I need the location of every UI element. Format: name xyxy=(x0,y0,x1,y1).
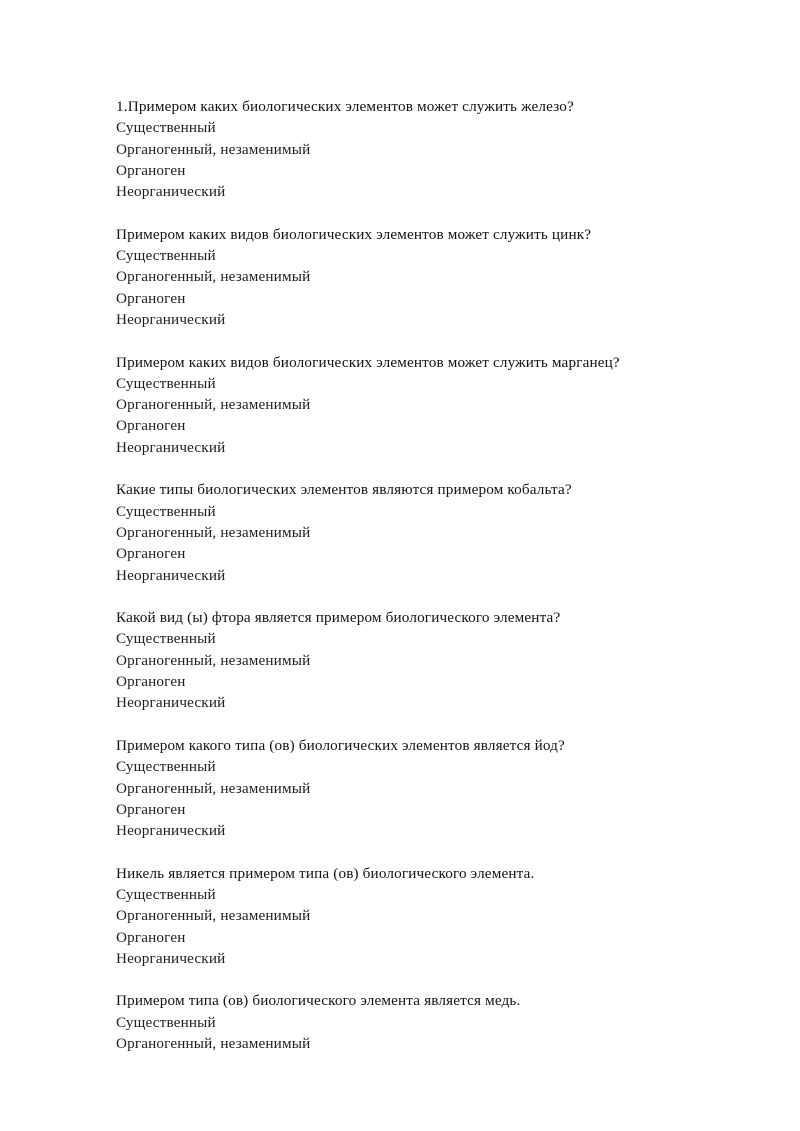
answer-option[interactable]: Существенный xyxy=(116,247,216,265)
answer-option[interactable]: Органоген xyxy=(116,928,186,946)
question-text: Какие типы биологических элементов являются примером кобальта? xyxy=(116,481,572,499)
question-text: Никель является примером типа (ов) биологического элемента. xyxy=(116,864,535,882)
answer-option[interactable]: Неорганический xyxy=(116,310,226,328)
answer-option[interactable]: Органогенный, незаменимый xyxy=(116,140,311,158)
answer-option[interactable]: Органоген xyxy=(116,545,186,563)
question-block xyxy=(116,479,680,585)
answer-option[interactable]: Органоген xyxy=(116,289,186,307)
answer-option[interactable]: Существенный xyxy=(116,374,216,392)
question-block xyxy=(116,352,680,458)
question-text: Примером каких видов биологических элементов может служить цинк? xyxy=(116,225,592,243)
answer-option[interactable]: Органоген xyxy=(116,417,186,435)
answer-option[interactable]: Органогенный, незаменимый xyxy=(116,651,311,669)
answer-option[interactable]: Неорганический xyxy=(116,183,226,201)
question-block xyxy=(116,96,680,202)
answer-option[interactable]: Органоген xyxy=(116,161,186,179)
question-block xyxy=(116,735,680,841)
answer-option[interactable]: Органоген xyxy=(116,800,186,818)
answer-option[interactable]: Существенный xyxy=(116,885,216,903)
question-block xyxy=(116,607,680,713)
question-text: Примером какого типа (ов) биологических элементов является йод? xyxy=(116,736,565,754)
answer-option[interactable]: Органогенный, незаменимый xyxy=(116,396,311,414)
answer-option[interactable]: Неорганический xyxy=(116,438,226,456)
answer-option[interactable]: Органоген xyxy=(116,673,186,691)
answer-option[interactable]: Существенный xyxy=(116,502,216,520)
question-block xyxy=(116,990,680,1054)
answer-option[interactable]: Существенный xyxy=(116,1013,216,1031)
question-block xyxy=(116,224,680,330)
question-text: 1.Примером каких биологических элементов может служить железо? xyxy=(116,98,574,115)
question-text: Примером типа (ов) биологического элемента является медь. xyxy=(116,992,521,1010)
answer-option[interactable]: Неорганический xyxy=(116,949,226,967)
answer-option[interactable]: Органогенный, незаменимый xyxy=(116,1035,311,1053)
answer-option[interactable]: Неорганический xyxy=(116,694,226,712)
answer-option[interactable]: Неорганический xyxy=(116,566,226,584)
answer-option[interactable]: Существенный xyxy=(116,758,216,776)
question-block xyxy=(116,863,680,969)
answer-option[interactable]: Неорганический xyxy=(116,822,226,840)
answer-option[interactable]: Органогенный, незаменимый xyxy=(116,268,311,286)
document-body xyxy=(116,96,680,1054)
answer-option[interactable]: Органогенный, незаменимый xyxy=(116,779,311,797)
answer-option[interactable]: Органогенный, незаменимый xyxy=(116,907,311,925)
answer-option[interactable]: Существенный xyxy=(116,630,216,648)
answer-option[interactable]: Существенный xyxy=(116,119,216,137)
question-text: Примером каких видов биологических элементов может служить марганец? xyxy=(116,353,620,371)
question-text: Какой вид (ы) фтора является примером биологического элемента? xyxy=(116,609,561,627)
answer-option[interactable]: Органогенный, незаменимый xyxy=(116,523,311,541)
